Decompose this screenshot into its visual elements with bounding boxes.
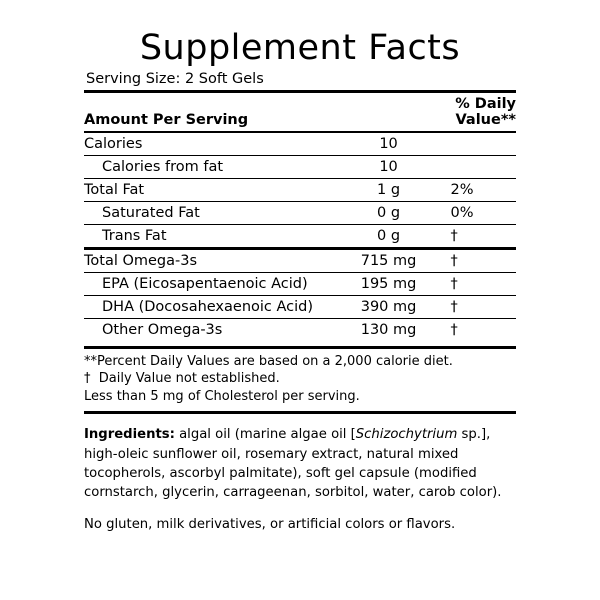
nutrient-name: Saturated Fat: [84, 201, 335, 224]
nutrient-dv: 0%: [443, 201, 516, 224]
nutrient-name: EPA (Eicosapentaenoic Acid): [84, 272, 335, 295]
header-amount-per-serving: Amount Per Serving: [84, 91, 335, 132]
table-row: [84, 224, 516, 248]
ingredients-text-before: algal oil (marine algae oil [: [174, 427, 356, 443]
nutrient-name: Total Fat: [84, 178, 335, 201]
page-title: Supplement Facts: [139, 28, 461, 68]
header-daily-value: % Daily Value**: [443, 91, 516, 132]
ingredients-italic-term: Schizochytrium: [355, 427, 458, 443]
nutrient-amount: 1 g: [335, 178, 443, 201]
table-row: [84, 201, 516, 224]
table-row: [84, 272, 516, 295]
nutrient-dv: †: [443, 318, 516, 341]
panel-bottom-rule: [84, 411, 516, 414]
ingredients-paragraph: [84, 425, 516, 502]
table-row: [84, 132, 516, 156]
disclaimer-text: No gluten, milk derivatives, or artificial colors or flavors.: [84, 516, 456, 532]
nutrient-amount: 10: [335, 155, 443, 178]
header-spacer: [335, 91, 443, 132]
table-header-row: [84, 91, 516, 132]
nutrient-dv: †: [443, 224, 516, 248]
table-row: [84, 248, 516, 272]
footnotes: [84, 346, 516, 406]
nutrient-amount: 0 g: [335, 201, 443, 224]
table-row: [84, 178, 516, 201]
nutrient-dv: †: [443, 248, 516, 272]
nutrient-dv: [443, 155, 516, 178]
nutrient-amount: 715 mg: [335, 248, 443, 272]
footnote-cholesterol: Less than 5 mg of Cholesterol per serving.: [84, 388, 360, 404]
table-row: [84, 295, 516, 318]
supplement-facts-panel: [84, 30, 516, 534]
nutrient-dv: [443, 132, 516, 156]
table-row: [84, 318, 516, 341]
nutrient-amount: 195 mg: [335, 272, 443, 295]
serving-size: Serving Size: 2 Soft Gels: [86, 70, 264, 87]
nutrient-name: Calories: [84, 132, 335, 156]
footnote-daily-values: **Percent Daily Values are based on a 2,000 calorie diet.: [84, 346, 516, 371]
nutrition-table-body: [84, 91, 516, 341]
nutrient-name: Trans Fat: [84, 224, 335, 248]
table-row: [84, 155, 516, 178]
nutrient-amount: 130 mg: [335, 318, 443, 341]
nutrient-dv: 2%: [443, 178, 516, 201]
nutrient-amount: 390 mg: [335, 295, 443, 318]
nutrient-amount: 0 g: [335, 224, 443, 248]
nutrient-name: Calories from fat: [84, 155, 335, 178]
nutrient-name: DHA (Docosahexaenoic Acid): [84, 295, 335, 318]
ingredients-label: Ingredients:: [84, 427, 175, 443]
nutrient-amount: 10: [335, 132, 443, 156]
footnote-dagger: † Daily Value not established.: [84, 371, 280, 387]
ingredients-text-after: sp.], high-oleic sunflower oil, rosemary extract, natural mixed tocopherols, ascorbyl palmitate), soft gel capsule (modified cornstarch, glycerin, carrageenan, sorbitol, water, carob color).: [84, 427, 502, 500]
nutrient-dv: †: [443, 295, 516, 318]
nutrient-name: Total Omega-3s: [84, 248, 335, 272]
nutrient-dv: †: [443, 272, 516, 295]
nutrition-table: [84, 90, 516, 341]
nutrient-name: Other Omega-3s: [84, 318, 335, 341]
